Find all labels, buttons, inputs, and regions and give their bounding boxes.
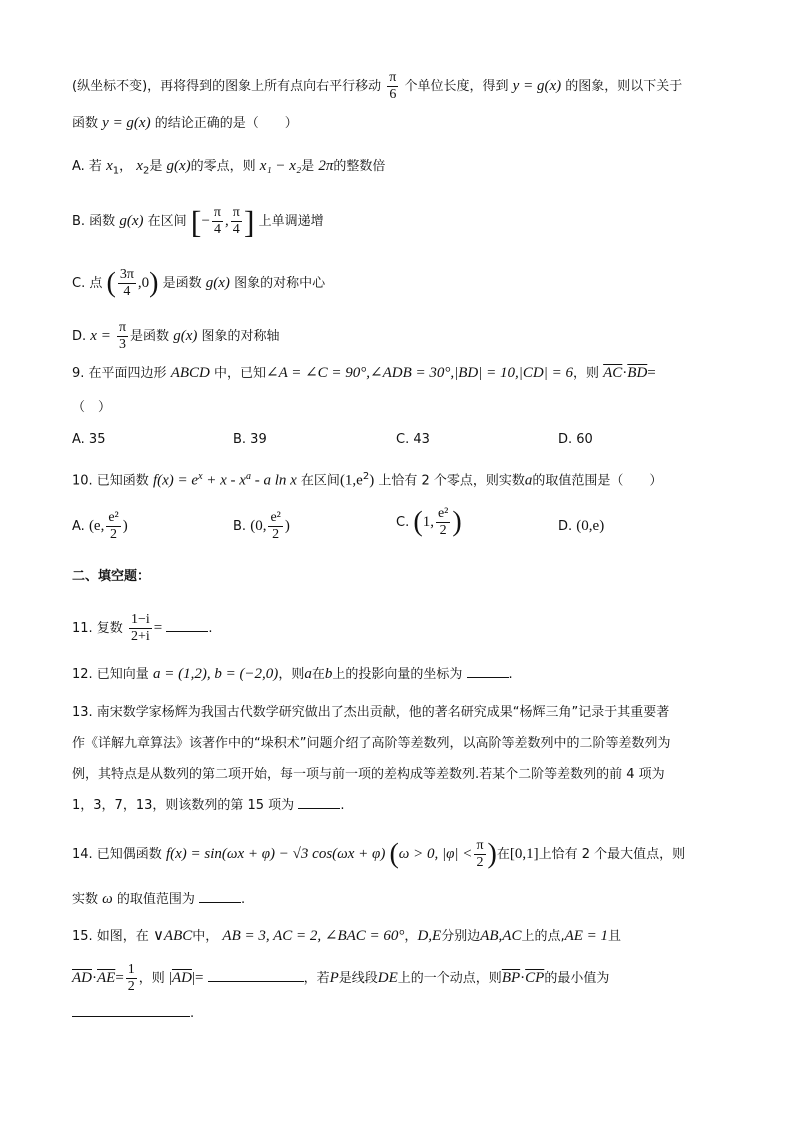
option-text: 的整数倍 bbox=[333, 159, 386, 174]
math: g(x) bbox=[166, 158, 191, 174]
q10-option-a bbox=[72, 510, 128, 543]
question-text: 的取值范围为 bbox=[116, 892, 195, 907]
math: - a ln x bbox=[250, 472, 297, 489]
q8-option-c bbox=[72, 267, 325, 300]
frac-num: e² bbox=[437, 506, 449, 521]
right-paren: ) bbox=[149, 267, 159, 299]
question-text: 上的一个动点，则 bbox=[397, 971, 502, 986]
q8-option-d bbox=[72, 320, 280, 353]
vector: $\overline{AE}$ bbox=[97, 970, 116, 986]
math: x₁ − x₂ bbox=[259, 158, 302, 174]
q8-option-b bbox=[72, 205, 324, 238]
math: , bbox=[224, 213, 229, 229]
q13-line1: 13. 南宋数学家杨辉为我国古代数学研究做出了杰出贡献，他的著名研究成果“杨辉三角”记录于其重要著 bbox=[72, 705, 670, 720]
q8-text: 的图象，则以下关于 bbox=[565, 79, 683, 94]
frac-den: 6 bbox=[389, 87, 397, 102]
q10-option-d bbox=[558, 518, 604, 535]
answer-blank[interactable] bbox=[208, 969, 304, 982]
option-label: D. bbox=[558, 519, 573, 534]
answer-blank[interactable] bbox=[166, 619, 208, 632]
math: DE bbox=[377, 970, 398, 986]
math: AB,AC bbox=[480, 928, 522, 944]
question-text: ，若 bbox=[303, 971, 330, 986]
abs-bar: | bbox=[168, 970, 172, 986]
math: = bbox=[647, 365, 656, 381]
frac-num: 1−i bbox=[130, 612, 150, 627]
question-text: ，则 bbox=[278, 667, 305, 682]
option-label: C. bbox=[396, 515, 410, 530]
question-text: 且 bbox=[608, 929, 622, 944]
q10-option-c bbox=[396, 506, 462, 539]
math: = bbox=[194, 970, 204, 986]
vector: $\overline{CP}$ bbox=[525, 970, 545, 986]
q9-option-c: C. 43 bbox=[396, 432, 430, 447]
math: 2π bbox=[318, 158, 334, 174]
option-text: 图象的对称中心 bbox=[234, 276, 326, 291]
q9-option-b: B. 39 bbox=[233, 432, 267, 447]
option-text: 图象的对称轴 bbox=[201, 329, 280, 344]
frac-den: 2 bbox=[110, 527, 118, 542]
frac-den: 2+i bbox=[130, 629, 150, 644]
math: ω > 0, |φ| < bbox=[398, 846, 473, 862]
math: [0,1] bbox=[509, 846, 539, 862]
option-text: 在区间 bbox=[147, 214, 187, 229]
subscript: 1 bbox=[112, 165, 120, 177]
math: · bbox=[520, 970, 526, 986]
frac bbox=[212, 205, 223, 238]
option-text: C. 点 bbox=[72, 276, 103, 291]
abs-bar: | bbox=[191, 970, 195, 986]
math: f(x) = sin(ωx + φ) − √3 cos(ωx + φ) bbox=[165, 846, 386, 862]
vector: $\overline{AD}$ bbox=[72, 970, 92, 986]
math: ) bbox=[284, 518, 290, 534]
option-text: A. 若 bbox=[72, 159, 102, 174]
vector: $\overline{BP}$ bbox=[501, 970, 521, 986]
math: 1, bbox=[422, 514, 434, 530]
question-text: ，则 bbox=[138, 971, 165, 986]
superscript: a bbox=[245, 471, 251, 482]
math: AE = 1 bbox=[564, 928, 609, 944]
frac-den: 4 bbox=[123, 284, 131, 299]
question-text: 12. 已知向量 bbox=[72, 667, 149, 682]
option-text: 是函数 bbox=[162, 276, 202, 291]
math: x = bbox=[90, 328, 111, 344]
math: g(x) bbox=[119, 213, 144, 229]
q10-line1 bbox=[72, 466, 662, 492]
option-text: 是 bbox=[301, 159, 315, 174]
q9-option-a: A. 35 bbox=[72, 432, 106, 447]
q14-line1 bbox=[72, 838, 685, 871]
question-text: ， bbox=[404, 929, 418, 944]
q8-line1 bbox=[72, 70, 682, 103]
question-text: 的取值范围是（ ） bbox=[532, 473, 663, 489]
q8-function: y = g(x) bbox=[102, 115, 151, 131]
math: (0,e) bbox=[576, 518, 605, 534]
question-text: 中，已知 bbox=[214, 366, 267, 381]
frac bbox=[474, 838, 485, 871]
option-label: B. bbox=[233, 519, 247, 534]
option-text: 上单调递增 bbox=[258, 214, 324, 229]
frac-den: 2 bbox=[439, 523, 447, 538]
frac-den: 2 bbox=[272, 527, 280, 542]
math: ∨ABC bbox=[152, 928, 193, 944]
math: ABCD bbox=[170, 365, 210, 381]
q15-line2 bbox=[72, 962, 609, 995]
frac bbox=[117, 320, 128, 353]
math: (0, bbox=[250, 518, 267, 534]
question-text: . bbox=[208, 621, 213, 636]
question-text: 1，3，7，13，则该数列的第 15 项为 bbox=[72, 798, 295, 813]
frac-num: π bbox=[232, 205, 240, 220]
frac bbox=[436, 506, 450, 539]
answer-blank[interactable] bbox=[199, 890, 241, 903]
math: x bbox=[106, 158, 113, 174]
question-text: . bbox=[508, 667, 513, 682]
right-bracket: ] bbox=[243, 203, 255, 240]
q13-line3: 例，其特点是从数列的第二项开始，每一项与前一项的差构成等差数列.若某个二阶等差数列的前 4 项为 bbox=[72, 767, 665, 782]
option-text: B. 函数 bbox=[72, 214, 116, 229]
option-text: 是 bbox=[149, 159, 163, 174]
math: + x - x bbox=[202, 472, 246, 489]
frac-den: 2 bbox=[127, 979, 135, 994]
q15-line1 bbox=[72, 925, 621, 948]
frac bbox=[126, 962, 137, 995]
left-paren: ( bbox=[389, 838, 399, 870]
option-label: A. bbox=[72, 519, 85, 534]
q10-option-b bbox=[233, 510, 290, 543]
left-paren: ( bbox=[106, 267, 116, 299]
math: · bbox=[92, 970, 97, 986]
question-text: 9. 在平面四边形 bbox=[72, 366, 167, 381]
q14-line2 bbox=[72, 888, 245, 911]
question-text: 中， bbox=[192, 929, 219, 944]
right-paren: ) bbox=[487, 838, 497, 870]
q8-text: (纵坐标不变)，再将得到的图象上所有点向右平行移动 bbox=[72, 79, 382, 94]
question-text: . bbox=[190, 1006, 195, 1021]
math: ,0 bbox=[137, 275, 150, 291]
question-text: 是线段 bbox=[338, 971, 378, 986]
question-text: . bbox=[241, 892, 246, 907]
option-text: ， bbox=[119, 159, 133, 174]
q8-text: 函数 bbox=[72, 116, 99, 131]
math: · bbox=[622, 365, 628, 381]
question-text: 在 bbox=[496, 847, 510, 862]
question-text: 15. 如图，在 bbox=[72, 929, 149, 944]
frac bbox=[106, 510, 120, 543]
q8-text: 个单位长度，得到 bbox=[404, 79, 509, 94]
vector: $\overline{BD}$ bbox=[627, 365, 648, 381]
math: ω bbox=[102, 891, 113, 907]
question-text: 11. 复数 bbox=[72, 621, 123, 636]
math: g(x) bbox=[173, 328, 198, 344]
q8-text: 的结论正确的是（ ） bbox=[154, 116, 298, 131]
option-text: 是函数 bbox=[130, 329, 170, 344]
math: f(x) = e bbox=[152, 472, 199, 489]
option-text: D. bbox=[72, 329, 87, 344]
math: g(x) bbox=[205, 275, 230, 291]
left-bracket: [ bbox=[190, 203, 202, 240]
question-text: . bbox=[340, 798, 345, 813]
math: = bbox=[153, 620, 163, 636]
math: ∠A = ∠C = 90°,∠ADB = 30°,|BD| = 10,|CD| = 6 bbox=[266, 365, 573, 381]
q15-line3 bbox=[72, 1003, 194, 1025]
question-text: 10. 已知函数 bbox=[72, 473, 149, 489]
question-text: 14. 已知偶函数 bbox=[72, 847, 162, 862]
superscript: 2 bbox=[362, 471, 370, 482]
vector: $\overline{AC}$ bbox=[603, 365, 623, 381]
frac bbox=[231, 205, 242, 238]
question-text: 上恰有 2 个零点，则实数 bbox=[378, 473, 525, 489]
math: a bbox=[524, 472, 533, 489]
frac bbox=[129, 612, 152, 645]
frac-den: 4 bbox=[232, 222, 240, 237]
frac bbox=[118, 267, 136, 300]
frac-den: 4 bbox=[213, 222, 221, 237]
math: − bbox=[201, 213, 210, 229]
q9-line1 bbox=[72, 362, 656, 385]
q9-option-d: D. 60 bbox=[558, 432, 593, 447]
math: a bbox=[304, 666, 312, 682]
section-title: 二、填空题： bbox=[72, 569, 151, 584]
right-paren: ) bbox=[452, 506, 462, 538]
q13-line4 bbox=[72, 795, 344, 817]
superscript: x bbox=[198, 471, 203, 482]
q11 bbox=[72, 612, 213, 645]
math: (e, bbox=[88, 518, 105, 534]
math: ) bbox=[369, 472, 375, 489]
frac-num: e² bbox=[270, 510, 281, 525]
math: AB = 3, AC = 2, ∠BAC = 60° bbox=[222, 928, 405, 944]
q8-line2 bbox=[72, 112, 298, 135]
frac bbox=[268, 510, 282, 543]
q8-function: y = g(x) bbox=[512, 78, 562, 94]
frac-num: π bbox=[389, 70, 397, 85]
frac-num: π bbox=[213, 205, 221, 220]
q8-fraction bbox=[387, 70, 398, 103]
question-text: 上的点, bbox=[521, 929, 565, 944]
frac-den: 2 bbox=[476, 855, 484, 870]
subscript: 2 bbox=[142, 165, 150, 177]
question-text: 在区间 bbox=[300, 473, 340, 489]
left-paren: ( bbox=[413, 506, 423, 538]
frac-num: π bbox=[476, 838, 484, 853]
frac-num: 1 bbox=[127, 962, 135, 977]
question-text: ，则 bbox=[572, 366, 599, 381]
option-text: 的零点，则 bbox=[190, 159, 256, 174]
q8-option-a bbox=[72, 155, 385, 183]
math: b bbox=[324, 666, 333, 682]
frac-num: 3π bbox=[119, 267, 134, 282]
math: (1,e bbox=[339, 472, 363, 489]
math: a = (1,2), b = (−2,0) bbox=[152, 666, 279, 682]
vector: $\overline{AD}$ bbox=[171, 970, 192, 986]
answer-blank[interactable] bbox=[72, 1004, 190, 1017]
frac-num: e² bbox=[108, 510, 119, 525]
question-text: 在 bbox=[311, 667, 325, 682]
math: x bbox=[136, 158, 143, 174]
frac-num: π bbox=[118, 320, 127, 335]
math: P bbox=[329, 970, 339, 986]
frac-den: 3 bbox=[119, 337, 126, 352]
question-text: 上恰有 2 个最大值点，则 bbox=[538, 847, 686, 862]
answer-blank[interactable] bbox=[298, 796, 340, 809]
q13-line2: 作《详解九章算法》该著作中的“垛积术”问题介绍了高阶等差数列，以高阶等差数列中的二阶等差数列为 bbox=[72, 736, 671, 751]
question-text: 分别边 bbox=[441, 929, 481, 944]
question-text: 上的投影向量的坐标为 bbox=[332, 667, 463, 682]
question-text: 的最小值为 bbox=[544, 971, 610, 986]
math: D,E bbox=[417, 928, 442, 944]
q9-paren: （ ） bbox=[72, 400, 112, 415]
question-text: 实数 bbox=[72, 892, 99, 907]
answer-blank[interactable] bbox=[467, 665, 509, 678]
math: ) bbox=[122, 518, 128, 534]
q12 bbox=[72, 663, 513, 686]
math: = bbox=[115, 970, 124, 986]
